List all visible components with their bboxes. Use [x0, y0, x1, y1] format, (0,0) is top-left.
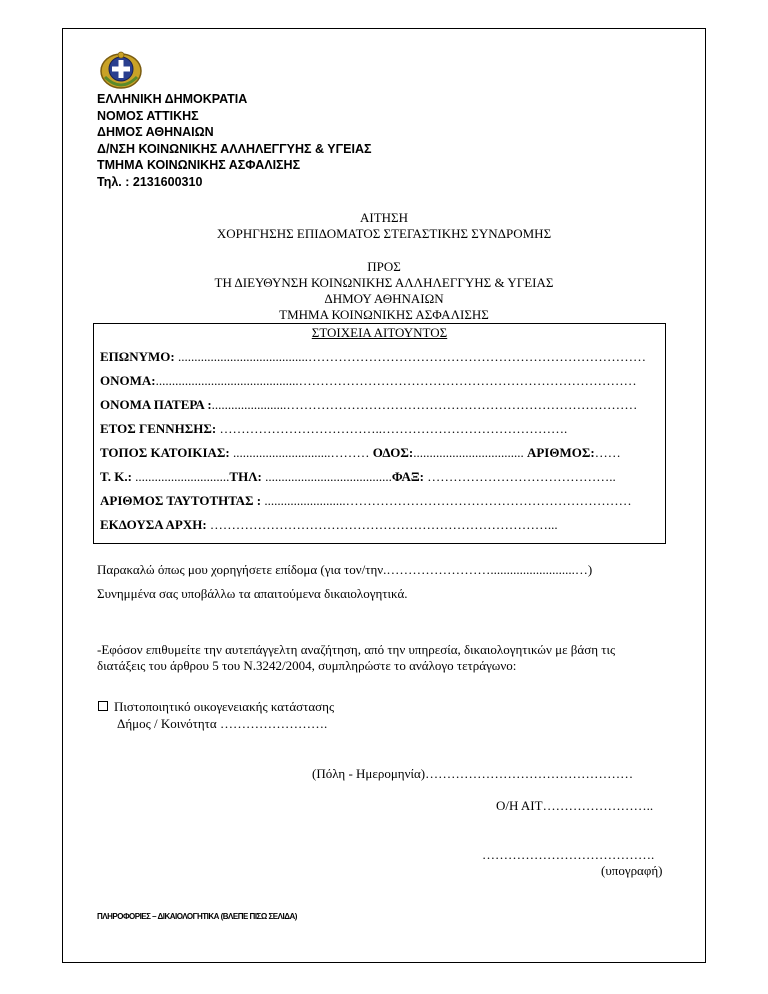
name-field[interactable]: ΟΝΟΜΑ:............................................…………………………………………………………………… — [100, 373, 637, 388]
street-label: ΟΔΟΣ: — [372, 445, 414, 460]
birth-year-field[interactable]: ΕΤΟΣ ΓΕΝΝΗΣΗΣ: ………………………………..……………………………………. — [100, 421, 568, 436]
addressee-line-2: ΤΗ ΔΙΕΥΘΥΝΣΗ ΚΟΙΝΩΝΙΚΗΣ ΑΛΛΗΛΕΓΓΥΗΣ & ΥΓΕΙΑΣ — [214, 275, 554, 290]
municipality-field[interactable]: Δήμος / Κοινότητα ……………………. — [117, 716, 328, 731]
postal-phone-fax-field[interactable]: Τ. Κ.: .............................ΤΗΛ: .......................................ΦΑΞ: …………………………………….. — [100, 469, 616, 484]
signature-line[interactable]: …………………………………. — [482, 847, 655, 862]
phone-label: ΤΗΛ: — [229, 469, 262, 484]
addressee-block — [62, 259, 706, 323]
addressee-line-1: ΠΡΟΣ — [367, 259, 401, 274]
residence-field[interactable]: ΤΟΠΟΣ ΚΑΤΟΙΚΙΑΣ: ..............................……… ΟΔΟΣ:.................................. ΑΡΙΘΜΟΣ:…… — [100, 445, 621, 460]
family-status-label: Πιστοποιητικό οικογενειακής κατάστασης — [114, 699, 335, 714]
father-name-label: ΟΝΟΜΑ ΠΑΤΕΡΑ : — [100, 397, 212, 412]
id-number-field[interactable]: ΑΡΙΘΜΟΣ ΤΑΥΤΟΤΗΤΑΣ : .........................………………………………………………………… — [100, 493, 632, 508]
request-text: Παρακαλώ όπως μου χορηγήσετε επίδομα (για τον/την.……………………..........................…) — [97, 562, 593, 577]
header-line: ΕΛΛΗΝΙΚΗ ΔΗΜΟΚΡΑΤΙΑ — [97, 92, 248, 106]
place-date-field[interactable]: (Πόλη - Ημερομηνία)………………………………………… — [312, 766, 634, 781]
attachments-text: Συνημμένα σας υποβάλλω τα απαιτούμενα δικαιολογητικά. — [97, 586, 408, 601]
issuing-authority-label: ΕΚΔΟΥΣΑ ΑΡΧΗ: — [100, 517, 207, 532]
header-line: ΤΜΗΜΑ ΚΟΙΝΩΝΙΚΗΣ ΑΣΦΑΛΙΣΗΣ — [97, 158, 301, 173]
addressee-line-4: ΤΜΗΜΑ ΚΟΙΝΩΝΙΚΗΣ ΑΣΦΑΛΙΣΗΣ — [279, 307, 489, 322]
family-status-checkbox[interactable] — [98, 701, 108, 711]
header-line: ΝΟΜΟΣ ΑΤΤΙΚΗΣ — [97, 108, 199, 123]
birth-year-label: ΕΤΟΣ ΓΕΝΝΗΣΗΣ: — [100, 421, 217, 436]
footer-note: ΠΛΗΡΟΦΟΡΙΕΣ – ΔΙΚΑΙΟΛΟΓΗΤΙΚΑ (ΒΛΕΠΕ ΠΙΣΩ ΣΕΛΙΔΑ) — [97, 912, 297, 921]
applicant-details-title: ΣΤΟΙΧΕΙΑ ΑΙΤΟΥΝΤΟΣ — [311, 325, 448, 340]
ex-officio-text-2: διατάξεις του άρθρου 5 του Ν.3242/2004, συμπληρώστε το ανάλογο τετράγωνο: — [97, 658, 517, 673]
applicant-details-box — [93, 323, 666, 544]
father-name-field[interactable]: ΟΝΟΜΑ ΠΑΤΕΡΑ :.......................……………………………………………………………………… — [100, 397, 638, 412]
surname-field[interactable]: ΕΠΩΝΥΜΟ: ........................................…………………………………………………………………… — [100, 349, 646, 364]
header-block — [97, 91, 371, 191]
postal-code-label: Τ. Κ.: — [100, 469, 132, 484]
document-title — [62, 210, 706, 242]
header-line: ΔΗΜΟΣ ΑΘΗΝΑΙΩΝ — [97, 125, 214, 140]
issuing-authority-field[interactable]: ΕΚΔΟΥΣΑ ΑΡΧΗ: ……………………………………………………………………... — [100, 517, 558, 532]
addressee-line-3: ΔΗΜΟΥ ΑΘΗΝΑΙΩΝ — [324, 291, 444, 306]
fax-label: ΦΑΞ: — [391, 469, 425, 484]
name-label: ΟΝΟΜΑ: — [100, 373, 156, 388]
applicant-signature-label: Ο/Η ΑΙΤ…………………….. — [496, 798, 654, 813]
header-line: Δ/ΝΣΗ ΚΟΙΝΩΝΙΚΗΣ ΑΛΛΗΛΕΓΓΥΗΣ & ΥΓΕΙΑΣ — [97, 141, 372, 156]
coat-of-arms-icon — [99, 51, 143, 91]
street-number-label: ΑΡΙΘΜΟΣ: — [526, 445, 595, 460]
title-line-1: ΑΙΤΗΣΗ — [359, 210, 408, 225]
id-number-label: ΑΡΙΘΜΟΣ ΤΑΥΤΟΤΗΤΑΣ : — [100, 493, 262, 508]
signature-caption: (υπογραφή) — [601, 863, 663, 878]
residence-label: ΤΟΠΟΣ ΚΑΤΟΙΚΙΑΣ: — [100, 445, 230, 460]
header-line: Τηλ. : 2131600310 — [97, 174, 203, 189]
surname-label: ΕΠΩΝΥΜΟ: — [100, 349, 175, 364]
title-line-2: ΧΟΡΗΓΗΣΗΣ ΕΠΙΔΟΜΑΤΟΣ ΣΤΕΓΑΣΤΙΚΗΣ ΣΥΝΔΡΟΜΗΣ — [216, 226, 552, 241]
ex-officio-text-1: -Εφόσον επιθυμείτε την αυτεπάγγελτη αναζήτηση, από την υπηρεσία, δικαιολογητικών με βάση τις — [97, 642, 616, 657]
